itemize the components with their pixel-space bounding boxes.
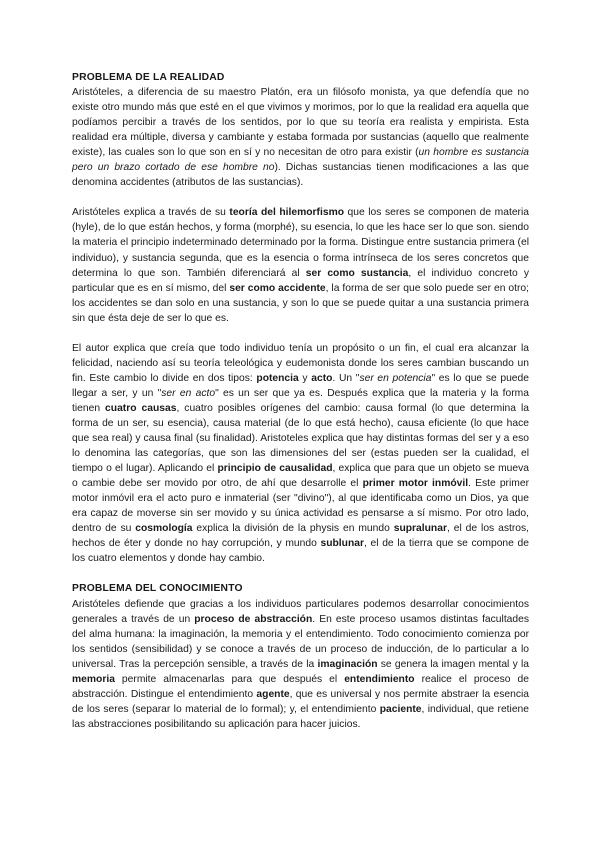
paragraph-hilemorfismo: Aristóteles explica a través de su teoría del hilemorfismo que los seres se componen de materia (hyle), de lo que están hechos, y forma (morphé), su esencia, lo que les hace ser lo que son. siendo la materia el principio indeterminado determinado por la forma. Distingue entre sustancia primera (el individuo), y sustancia segunda, que es la esencia o forma intrínseca de los seres concretos que determina lo que son. También diferenciará al ser como sustancia, el individuo concreto y particular que es en sí mismo, del ser como accidente, la forma de ser que solo puede ser en otro; los accidentes se dan solo en una sustancia, y son lo que se puede quitar a una sustancia primera sin que ésta deje de ser lo que es. [72, 207, 530, 324]
section-title-realidad: PROBLEMA DE LA REALIDAD [72, 72, 225, 83]
paragraph-teleologia: El autor explica que creía que todo individuo tenía un propósito o un fin, el cual era alcanzar la felicidad, naciendo así su teoría teleológica y eudemonista donde los seres cambian buscando un fin. Este cambio lo divide en dos tipos: potencia y acto. Un "ser en potencia" es lo que se puede llegar a ser, y un "ser en acto" es un ser que ya es. Después explica que la materia y la forma tienen cuatro causas, cuatro posibles orígenes del cambio: causa formal (lo que determina la forma de un ser, su esencia), causa material (de lo que está hecho), causa eficiente (lo que hace que sea real) y causa final (su finalidad). Aristoteles explica que hay distintas formas del ser y a eso lo denomina las categorías, que son las dimensiones del ser (estas pueden ser la cualidad, el tiempo o el lugar). Aplicando el principio de causalidad, explica que para que un objeto se mueva o cambie debe ser movido por otro, de ahí que desarrolle el primer motor inmóvil. Este primer motor inmóvil era el acto puro e inmaterial (ser "divino"), al que identificaba como un Dios, ya que era capaz de moverse sin ser movido y su única actividad es pensarse a sí mismo. Por otro lado, dentro de su cosmología explica la división de la physis en mundo supralunar, el de los astros, hechos de éter y donde no hay corrupción, y mundo sublunar, el de la tierra que se compone de los cuatro elementos y donde hay cambio. [72, 342, 530, 565]
paragraph-abstraccion: Aristóteles defiende que gracias a los individuos particulares podemos desarrollar conocimientos generales a través de un proceso de abstracción. En este proceso usamos distintas facultades del alma humana: la imaginación, la memoria y el entendimiento. Todo conocimiento comienza por los sentidos (sensibilidad) y se conoce a través de un proceso de inducción, de lo particular a lo universal. Tras la percepción sensible, a través de la imaginación se genera la imagen mental y la memoria permite almacenarlas para que después el entendimiento realice el proceso de abstracción. Distingue el entendimiento agente, que es universal y nos permite abstraer la esencia de los seres (separar lo material de lo formal); y, el entendimiento paciente, individual, que retiene las abstracciones posibilitando su aplicación para hacer juicios. [72, 598, 530, 730]
section-title-conocimiento: PROBLEMA DEL CONOCIMIENTO [72, 583, 243, 595]
paragraph-monismo: Aristóteles, a diferencia de su maestro Platón, era un filósofo monista, ya que defendía que no existe otro mundo más que esté en el que vivimos y morimos, por lo que la realidad era aquella que podíamos percibir a través de los sentidos, por lo que su teoría era realista y empirista. Esta realidad era múltiple, diversa y cambiante y estaba formada por sustancias (aquello que realmente existe), las cuales son lo que son en sí y no necesitan de otro para existir (un hombre es sustancia pero un brazo cortado de ese hombre no). Dichas sustancias tienen modificaciones a las que denomina accidentes (atributos de las sustancias). [72, 87, 529, 189]
document-page [72, 70, 529, 747]
